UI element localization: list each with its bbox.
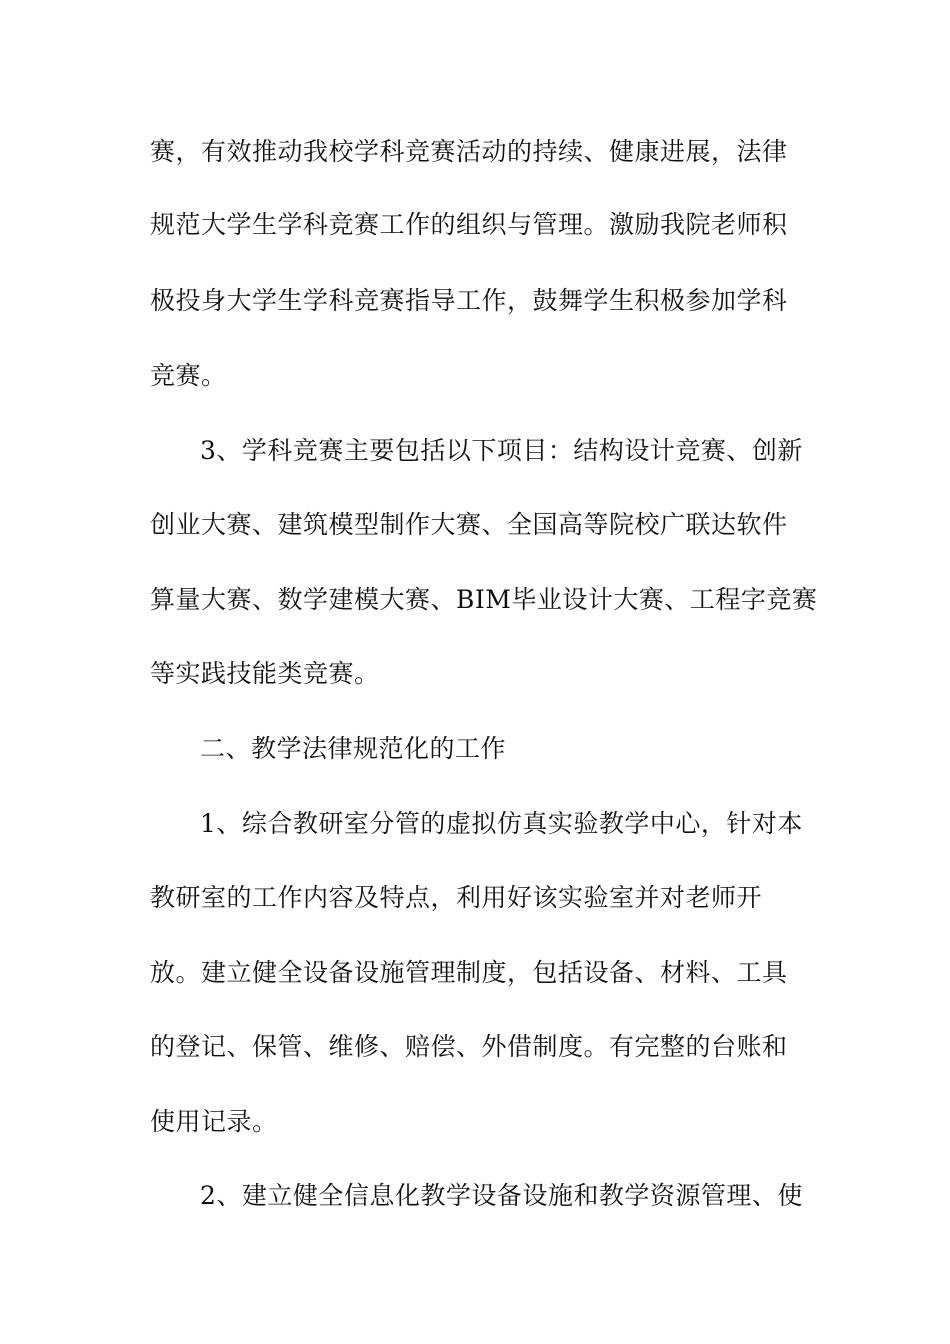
text-line-15: 2、建立健全信息化教学设备设施和教学资源管理、使	[200, 1181, 803, 1210]
text-line-12: 放。建立健全设备设施管理制度，包括设备、材料、工具	[150, 958, 788, 987]
text-line-6: 创业大赛、建筑模型制作大赛、全国高等院校广联达软件	[150, 510, 788, 539]
text-line-5: 3、学科竞赛主要包括以下项目：结构设计竞赛、创新	[200, 436, 803, 465]
text-line-2: 规范大学生学科竞赛工作的组织与管理。激励我院老师积	[150, 210, 788, 239]
text-line-13: 的登记、保管、维修、赔偿、外借制度。有完整的台账和	[150, 1032, 788, 1061]
text-line-10: 1、综合教研室分管的虚拟仿真实验教学中心，针对本	[200, 809, 803, 838]
text-line-8: 等实践技能类竞赛。	[150, 659, 380, 688]
text-line-7: 算量大赛、数学建模大赛、BIM毕业设计大赛、工程字竞赛	[150, 585, 818, 614]
text-line-11: 教研室的工作内容及特点，利用好该实验室并对老师开	[150, 883, 763, 912]
section-heading: 二、教学法律规范化的工作	[200, 734, 507, 763]
text-line-1: 赛，有效推动我校学科竞赛活动的持续、健康进展，法律	[150, 137, 788, 166]
text-line-14: 使用记录。	[150, 1107, 278, 1136]
text-line-3: 极投身大学生学科竞赛指导工作，鼓舞学生积极参加学科	[150, 286, 788, 315]
text-line-4: 竞赛。	[150, 361, 227, 390]
